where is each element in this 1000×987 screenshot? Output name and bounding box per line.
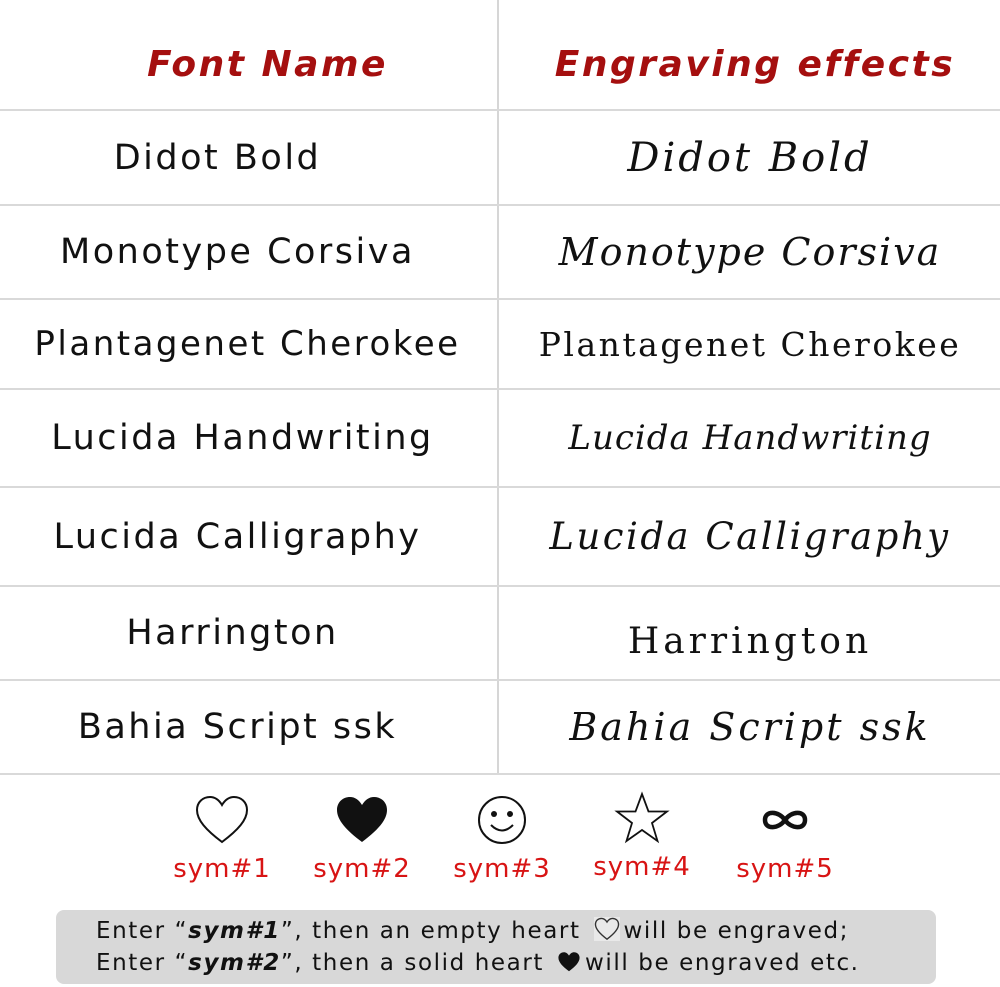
engraving-effect-cell: Lucida Calligraphy [549,515,951,558]
engraving-effect-cell: Bahia Script ssk [569,705,931,749]
note-text: ”, then a solid heart [280,950,545,976]
star-outline-icon [614,788,670,848]
engraving-effect-cell: Didot Bold [627,134,873,181]
empty-heart-icon [594,917,620,947]
engraving-effect-cell: Plantagenet Cherokee [538,324,962,364]
symbol-option [162,790,282,884]
instruction-line-1 [96,917,849,947]
symbol-option [442,790,562,884]
symbol-label: sym#5 [736,854,834,884]
empty-heart-icon [194,790,250,850]
symbol-option [302,790,422,884]
font-name-cell: Bahia Script ssk [77,707,398,747]
symbol-label: sym#2 [313,854,411,884]
font-name-cell: Lucida Handwriting [51,418,434,458]
note-text: will be engraved; [623,918,850,944]
symbol-label: sym#4 [593,852,691,882]
note-text: Enter “ [96,918,189,944]
font-name-cell: Harrington [126,613,339,653]
engraving-effect-cell: Monotype Corsiva [558,230,942,274]
solid-heart-icon [333,790,391,850]
header-font-name: Font Name [147,43,388,85]
header-engraving-effects: Engraving effects [554,43,956,85]
engraving-effect-cell: Lucida Handwriting [568,418,932,458]
font-name-cell: Monotype Corsiva [60,232,415,272]
font-name-cell: Didot Bold [113,137,322,178]
note-text: will be engraved etc. [584,950,860,976]
engraving-effect-cell: Harrington [627,620,873,662]
note-code: sym#1 [188,918,281,944]
symbol-label: sym#3 [453,854,551,884]
symbol-option [582,788,702,882]
symbol-option [725,790,845,884]
font-name-cell: Plantagenet Cherokee [34,324,461,364]
instruction-line-2 [96,950,860,979]
infinity-icon [761,790,809,850]
instruction-note [56,910,936,984]
note-code: sym#2 [188,950,281,976]
symbol-label: sym#1 [173,854,271,884]
note-text: ”, then an empty heart [280,918,581,944]
solid-heart-icon [557,951,581,979]
row-divider [0,773,1000,775]
smiley-icon [476,790,528,850]
font-name-cell: Lucida Calligraphy [53,516,422,557]
note-text: Enter “ [96,950,189,976]
